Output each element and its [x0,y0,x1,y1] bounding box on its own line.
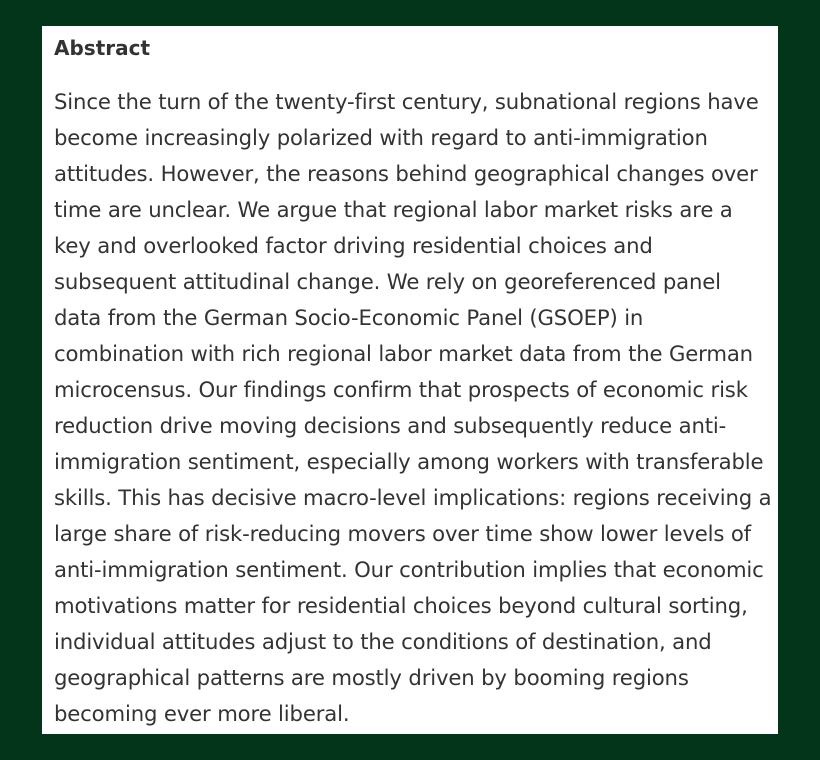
abstract-heading: Abstract [54,36,151,60]
abstract-text: Since the turn of the twenty-first century, subnational regions have become increasingly polarized with regard to anti-immigration attitudes. However, the reasons behind geographical changes over time are unclear. We argue that regional labor market risks are a key and overlooked factor driving residential choices and subsequent attitudinal change. We rely on georeferenced panel data from the German Socio-Economic Panel (GSOEP) in combination with rich regional labor market data from the German microcensus. Our findings confirm that prospects of economic risk reduction drive moving decisions and subsequently reduce anti-immigration sentiment, especially among workers with transferable skills. This has decisive macro-level implications: regions receiving a large share of risk-reducing movers over time show lower levels of anti-immigration sentiment. Our contribution implies that economic motivations matter for residential choices beyond cultural sorting, individual attitudes adjust to the conditions of destination, and geographical patterns are mostly driven by booming regions becoming ever more liberal. [54,89,772,726]
abstract-card [42,26,778,734]
